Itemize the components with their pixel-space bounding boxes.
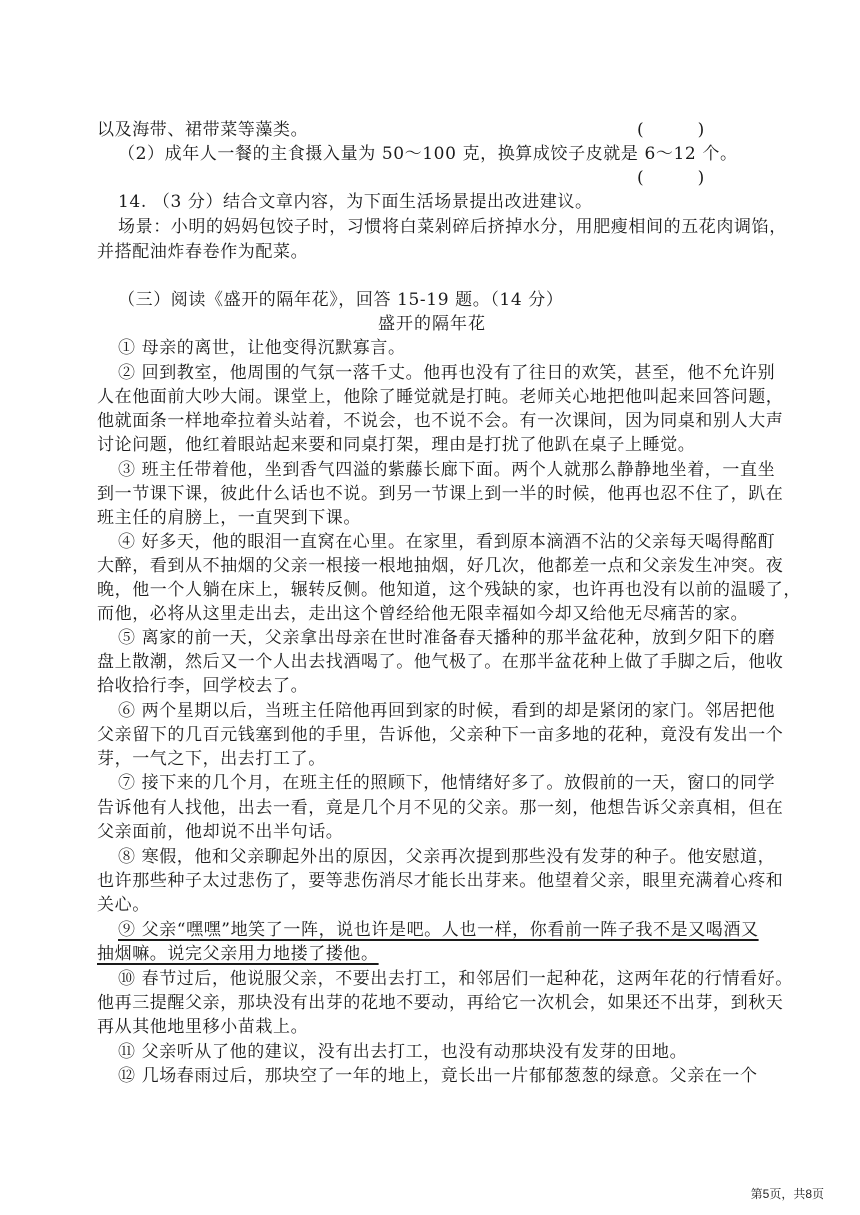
q13-item-2: （2）成年人一餐的主食摄入量为 50～100 克，换算成饺子皮就是 6～12 个。 xyxy=(118,144,738,164)
answer-bracket-2: ( ) xyxy=(637,168,705,188)
passage-line: 盘上散潮，然后又一个人出去找酒喝了。他气极了。在那半盆花种上做了手脚之后，他收 xyxy=(97,652,784,672)
passage-line-underlined: ⑨ 父亲“嘿嘿”地笑了一阵，说也许是吧。人也一样，你看前一阵子我不是又喝酒又 xyxy=(118,920,759,940)
section-3-heading: （三）阅读《盛开的隔年花》，回答 15-19 题。（14 分） xyxy=(118,290,564,310)
passage-line: 拾收拾行李，回学校去了。 xyxy=(97,676,309,696)
q14-prompt: 14. （3 分）结合文章内容，为下面生活场景提出改进建议。 xyxy=(118,192,593,212)
answer-bracket-1: ( ) xyxy=(637,120,705,140)
passage-line: 关心。 xyxy=(97,895,150,915)
passage-line: 人在他面前大吵大闹。课堂上，他除了睡觉就是打盹。老师关心地把他叫起来回答问题， xyxy=(97,387,784,407)
passage-line: ⑧ 寒假，他和父亲聊起外出的原因，父亲再次提到那些没有发芽的种子。他安慰道， xyxy=(118,847,776,867)
passage-line: ⑤ 离家的前一天，父亲拿出母亲在世时准备春天播种的那半盆花种，放到夕阳下的磨 xyxy=(118,628,776,648)
passage-line: 他就面条一样地牵拉着头站着，不说会，也不说不会。有一次课间，因为同桌和别人大声 xyxy=(97,411,784,431)
passage-title: 盛开的隔年花 xyxy=(378,314,486,334)
passage-line: ④ 好多天，他的眼泪一直窝在心里。在家里，看到原本滴酒不沾的父亲每天喝得酩酊 xyxy=(118,532,776,552)
passage-line: 父亲面前，他却说不出半句话。 xyxy=(97,822,344,842)
passage-line: 芽，一气之下，出去打工了。 xyxy=(97,749,326,769)
passage-line: 也许那些种子太过悲伤了，要等悲伤消尽才能长出芽来。他望着父亲，眼里充满着心疼和 xyxy=(97,871,784,891)
passage-line: ② 回到教室，他周围的气氛一落千丈。他再也没有了往日的欢笑，甚至，他不允许别 xyxy=(118,363,776,383)
passage-line: ① 母亲的离世，让他变得沉默寡言。 xyxy=(118,338,406,358)
passage-line: 讨论问题，他红着眼站起来要和同桌打架，理由是打扰了他趴在桌子上睡觉。 xyxy=(97,435,696,455)
passage-line: ⑦ 接下来的几个月，在班主任的照顾下，他情绪好多了。放假前的一天，窗口的同学 xyxy=(118,773,776,793)
passage-line: 班主任的肩膀上，一直哭到下课。 xyxy=(97,508,361,528)
passage-line: 父亲留下的几百元钱塞到他的手里，告诉他，父亲种下一亩多地的花种，竟没有发出一个 xyxy=(97,725,784,745)
passage-line: 再从其他地里移小苗栽上。 xyxy=(97,1017,309,1037)
q14-scene-line-2: 并搭配油炸春卷作为配菜。 xyxy=(97,242,309,262)
q14-scene-line-1: 场景：小明的妈妈包饺子时，习惯将白菜剁碎后挤掉水分，用肥瘦相间的五花肉调馅， xyxy=(118,217,787,237)
passage-line: ⑥ 两个星期以后，当班主任陪他再回到家的时候，看到的却是紧闭的家门。邻居把他 xyxy=(118,701,776,721)
passage-line: 他再三提醒父亲，那块没有出芽的花地不要动，再给它一次机会，如果还不出芽，到秋天 xyxy=(97,993,784,1013)
passage-line: 告诉他有人找他，出去一看，竟是几个月不见的父亲。那一刻，他想告诉父亲真相，但在 xyxy=(97,798,784,818)
passage-line: 而他，必将从这里走出去，走出这个曾经给他无限幸福如今却又给他无尽痛苦的家。 xyxy=(97,604,749,624)
passage-line: 到一节课下课，彼此什么话也不说。到另一节课上到一半的时候，他再也忍不住了，趴在 xyxy=(97,484,784,504)
q13-line-cont: 以及海带、裙带菜等藻类。 xyxy=(97,120,309,140)
passage-line: ⑪ 父亲听从了他的建议，没有出去打工，也没有动那块没有发芽的田地。 xyxy=(118,1042,688,1062)
passage-line: ③ 班主任带着他，坐到香气四溢的紫藤长廊下面。两个人就那么静静地坐着，一直坐 xyxy=(118,460,776,480)
passage-line: ⑫ 几场春雨过后，那块空了一年的地上，竟长出一片郁郁葱葱的绿意。父亲在一个 xyxy=(118,1066,758,1086)
passage-line: ⑩ 春节过后，他说服父亲，不要出去打工，和邻居们一起种花，这两年花的行情看好。 xyxy=(118,969,793,989)
passage-line: 晚，他一个人躺在床上，辗转反侧。他知道，这个残缺的家，也许再也没有以前的温暖了， xyxy=(97,580,801,600)
passage-line-underlined: 抽烟嘛。说完父亲用力地搂了搂他。 xyxy=(97,944,379,964)
page-number: 第5页，共8页 xyxy=(750,1187,824,1201)
passage-line: 大醉，看到从不抽烟的父亲一根接一根地抽烟，好几次，他都差一点和父亲发生冲突。夜 xyxy=(97,556,784,576)
